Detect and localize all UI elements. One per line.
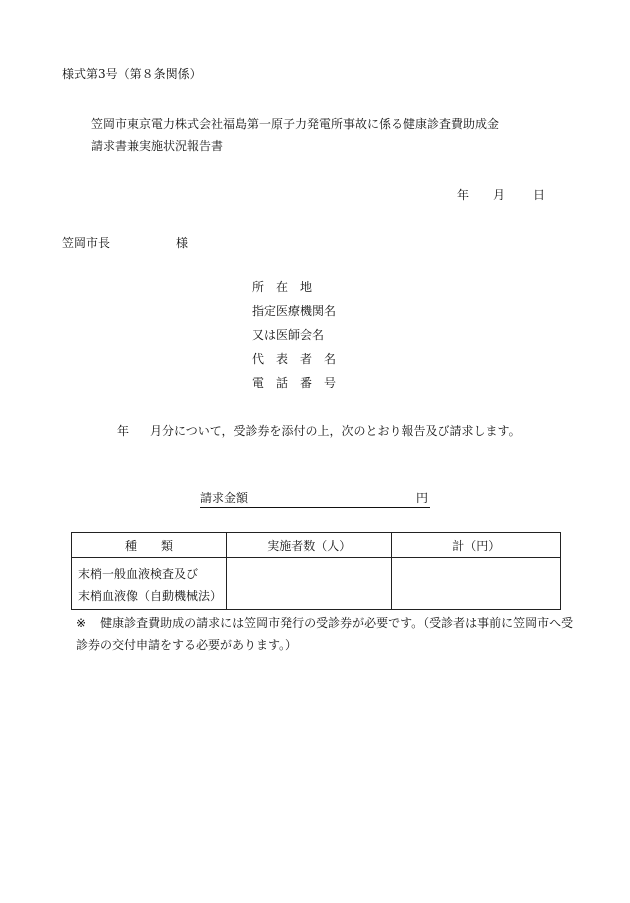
intro-statement: [117, 424, 521, 438]
amount-label: 請求金額: [200, 491, 249, 505]
table-header-row: [72, 533, 561, 558]
header-count: 実施者数（人）: [226, 533, 392, 558]
date-month-label: 月: [493, 188, 506, 202]
applicant-labels: [252, 281, 336, 401]
title-line-1: 笠岡市東京電力株式会社福島第一原子力発電所事故に係る健康診査費助成金: [91, 117, 500, 131]
label-institution: 指定医療機関名: [252, 304, 337, 318]
addressee-name: 笠岡市長: [62, 236, 111, 250]
header-total: 計（円）: [392, 533, 561, 558]
type-line-2: 末梢血液像（自動機械法）: [78, 589, 223, 603]
cell-total[interactable]: [392, 558, 561, 610]
header-type: 種 類: [72, 533, 227, 558]
label-address: 所 在 地: [252, 280, 313, 294]
form-number: 様式第3号（第８条関係）: [62, 67, 202, 81]
label-medical-association: 又は医師会名: [252, 328, 325, 342]
date-year-label: 年: [457, 188, 470, 202]
cell-type: [72, 558, 227, 610]
amount-unit: 円: [415, 491, 428, 505]
date-day-label: 日: [533, 188, 546, 202]
label-phone: 電 話 番 号: [252, 376, 337, 390]
title-line-2: 請求書兼実施状況報告書: [91, 139, 224, 153]
cell-count[interactable]: [226, 558, 392, 610]
note-text: 健康診査費助成の請求には笠岡市発行の受診券が必要です。（受診者は事前に笠岡市へ受診券の交付申請をする必要があります。）: [76, 616, 574, 652]
addressee-honorific: 様: [176, 236, 189, 250]
note-mark: ※: [76, 616, 87, 630]
table-row: [72, 558, 561, 610]
amount-field[interactable]: [200, 492, 430, 508]
label-representative: 代 表 者 名: [252, 352, 337, 366]
type-line-1: 末梢一般血液検査及び: [78, 567, 199, 581]
intro-text: 月分について，受診券を添付の上，次のとおり報告及び請求します。: [150, 424, 521, 438]
intro-year: 年: [117, 424, 130, 438]
addressee: [62, 236, 189, 250]
footnote: [76, 612, 576, 656]
items-table: [71, 532, 561, 610]
